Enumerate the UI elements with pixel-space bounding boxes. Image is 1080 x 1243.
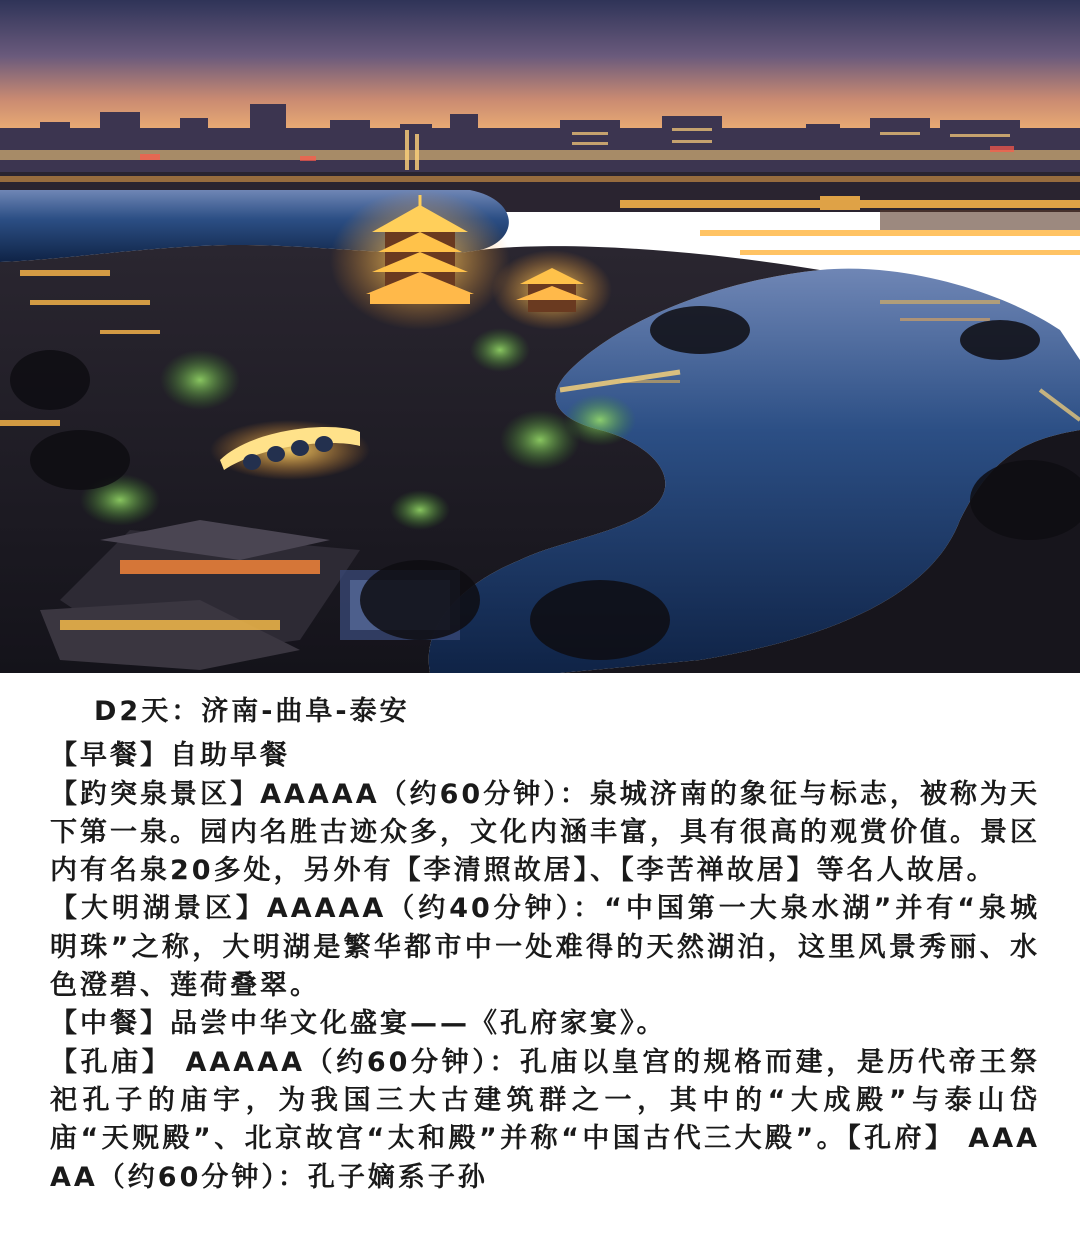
confucius-mansion-text: 【孔府】 AAAAA（约60分钟）：孔子嫡系子孙 — [50, 1123, 1040, 1193]
paragraph-daming-lake: 【大明湖景区】AAAAA（约40分钟）：“中国第一大泉水湖”并有“泉城明珠”之称，大明湖是繁华都市中一处难得的天然湖泊，这里风景秀丽、水色澄碧、莲荷叠翠。 — [50, 893, 1040, 1002]
confucius-temple-text: 【孔庙】 AAAAA（约60分钟）：孔庙以皇宫的规格而建，是历代帝王祭祀孔子的庙宇，为我国三大古建筑群之一，其中的“大成殿”与泰山岱庙“天贶殿”、北京故宫“太和殿”并称“中国古代三大殿”。 — [50, 1046, 1040, 1155]
day-heading: D2天：济南-曲阜-泰安 — [94, 696, 410, 727]
paragraph-confucius — [50, 1044, 1040, 1197]
paragraph-breakfast: 【早餐】自助早餐 — [50, 740, 290, 772]
paragraph-baotu-spring: 【趵突泉景区】AAAAA（约60分钟）：泉城济南的象征与标志，被称为天下第一泉。园内名胜古迹众多，文化内涵丰富，具有很高的观赏价值。景区内有名泉20多处，另外有【李清照故居】、【李苦禅故居】等名人故居。 — [50, 778, 1040, 887]
paragraph-lunch: 【中餐】品尝中华文化盛宴——《孔府家宴》。 — [50, 1008, 667, 1040]
itinerary-text — [50, 693, 1040, 1197]
